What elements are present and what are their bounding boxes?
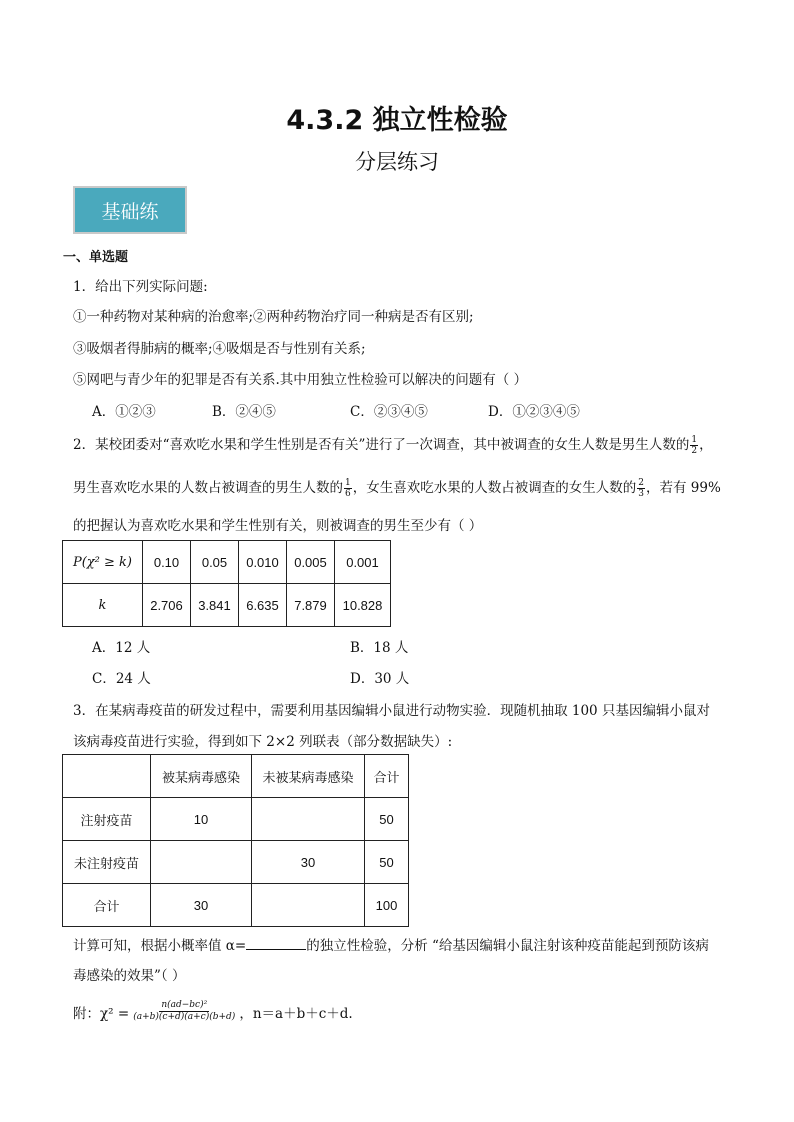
chi-square-formula: 附：χ² = $\frac{\text{n(ad−bc)²}}{(a+b)(c+d)(a+c)(b+d)}$ ，n＝a＋b＋c＋d.	[73, 1000, 353, 1022]
table-cell: 30	[252, 841, 365, 884]
table-cell: 10.828	[335, 584, 391, 627]
table-cell: 0.005	[287, 541, 335, 584]
table-cell: 0.05	[191, 541, 239, 584]
q1-option-d[interactable]: D．①②③④⑤	[488, 404, 580, 420]
q2-option-d[interactable]: D．30 人	[350, 671, 410, 687]
table-cell: 2.706	[143, 584, 191, 627]
table-header-cell	[63, 755, 151, 798]
q1-item-line-2: ③吸烟者得肺病的概率;④吸烟是否与性别有关系;	[73, 341, 366, 357]
page-subtitle: 分层练习	[355, 150, 439, 174]
table-header-cell: 被某病毒感染	[151, 755, 252, 798]
table-cell: 注射疫苗	[63, 798, 151, 841]
q2-line-3: 的把握认为喜欢吃水果和学生性别有关，则被调查的男生至少有（ ）	[73, 518, 483, 534]
table-row	[63, 541, 391, 584]
table-cell: 7.879	[287, 584, 335, 627]
table-cell	[252, 798, 365, 841]
q3-after-line-2: 毒感染的效果”（ ）	[73, 968, 186, 984]
table-row	[63, 841, 409, 884]
section-badge: 基础练	[73, 186, 187, 234]
q2-line-1-text: 2．某校团委对“喜欢吃水果和学生性别是否有关”进行了一次调查，其中被调查的女生人数是男生人数的	[73, 437, 690, 453]
table-cell: k	[63, 584, 143, 627]
q2-line-1: 2．某校团委对“喜欢吃水果和学生性别是否有关”进行了一次调查，其中被调查的女生人数是男生人数的 $\frac{1}{2}$ ，	[73, 435, 713, 456]
table-header-cell: 未被某病毒感染	[252, 755, 365, 798]
table-cell: 0.10	[143, 541, 191, 584]
table-cell: 100	[365, 884, 409, 927]
table-cell: 6.635	[239, 584, 287, 627]
q2-option-b[interactable]: B．18 人	[350, 640, 409, 656]
table-cell: 未注射疫苗	[63, 841, 151, 884]
table-cell: 10	[151, 798, 252, 841]
table-row	[63, 884, 409, 927]
table-cell: 50	[365, 798, 409, 841]
q1-item-line-1: ①一种药物对某种病的治愈率;②两种药物治疗同一种病是否有区别;	[73, 309, 474, 325]
table-cell: 合计	[63, 884, 151, 927]
table-cell: 30	[151, 884, 252, 927]
table-header-cell: 合计	[365, 755, 409, 798]
q2-fraction-3: $\frac{2}{3}$	[638, 478, 644, 499]
answer-blank[interactable]	[246, 937, 306, 950]
q3-line-2: 该病毒疫苗进行实验，得到如下 2×2 列联表（部分数据缺失）:	[73, 734, 453, 750]
q1-option-a[interactable]: A．①②③	[92, 404, 156, 420]
table-row	[63, 755, 409, 798]
q2-fraction-2: $\frac{1}{6}$	[345, 478, 351, 499]
q1-option-c[interactable]: C．②③④⑤	[350, 404, 428, 420]
table-row	[63, 584, 391, 627]
table-cell: P(χ² ≥ k)	[63, 541, 143, 584]
chi-square-critical-table	[62, 540, 391, 627]
table-cell	[252, 884, 365, 927]
contingency-table	[62, 754, 409, 927]
table-cell: 0.010	[239, 541, 287, 584]
page-title: 4.3.2 独立性检验	[286, 105, 508, 136]
q1-stem: 1．给出下列实际问题:	[73, 279, 208, 295]
table-cell: 3.841	[191, 584, 239, 627]
formula-fraction: $\frac{\text{n(ad−bc)²}}{(a+b)(c+d)(a+c)(b+d)}$	[133, 1000, 236, 1022]
q2-option-a[interactable]: A．12 人	[92, 640, 151, 656]
q2-line-2: 男生喜欢吃水果的人数占被调查的男生人数的 $\frac{1}{6}$ ，女生喜欢吃水果的人数占被调查的女生人数的 $\frac{2}{3}$ ，若有 99%	[73, 478, 721, 499]
table-cell: 50	[365, 841, 409, 884]
q3-line-1: 3．在某病毒疫苗的研发过程中，需要利用基因编辑小鼠进行动物实验．现随机抽取 100 只基因编辑小鼠对	[73, 703, 710, 719]
q2-option-c[interactable]: C．24 人	[92, 671, 151, 687]
section-heading: 一、单选题	[63, 250, 129, 265]
q3-after-line-1: 计算可知，根据小概率值 α= 的独立性检验，分析 “给基因编辑小鼠注射该种疫苗能起到预防该病	[73, 938, 709, 954]
q2-fraction-1: $\frac{1}{2}$	[691, 435, 698, 456]
table-row	[63, 798, 409, 841]
table-cell	[151, 841, 252, 884]
q1-option-b[interactable]: B．②④⑤	[212, 404, 276, 420]
table-cell: 0.001	[335, 541, 391, 584]
q1-item-line-3: ⑤网吧与青少年的犯罪是否有关系.其中用独立性检验可以解决的问题有（ ）	[73, 372, 528, 388]
